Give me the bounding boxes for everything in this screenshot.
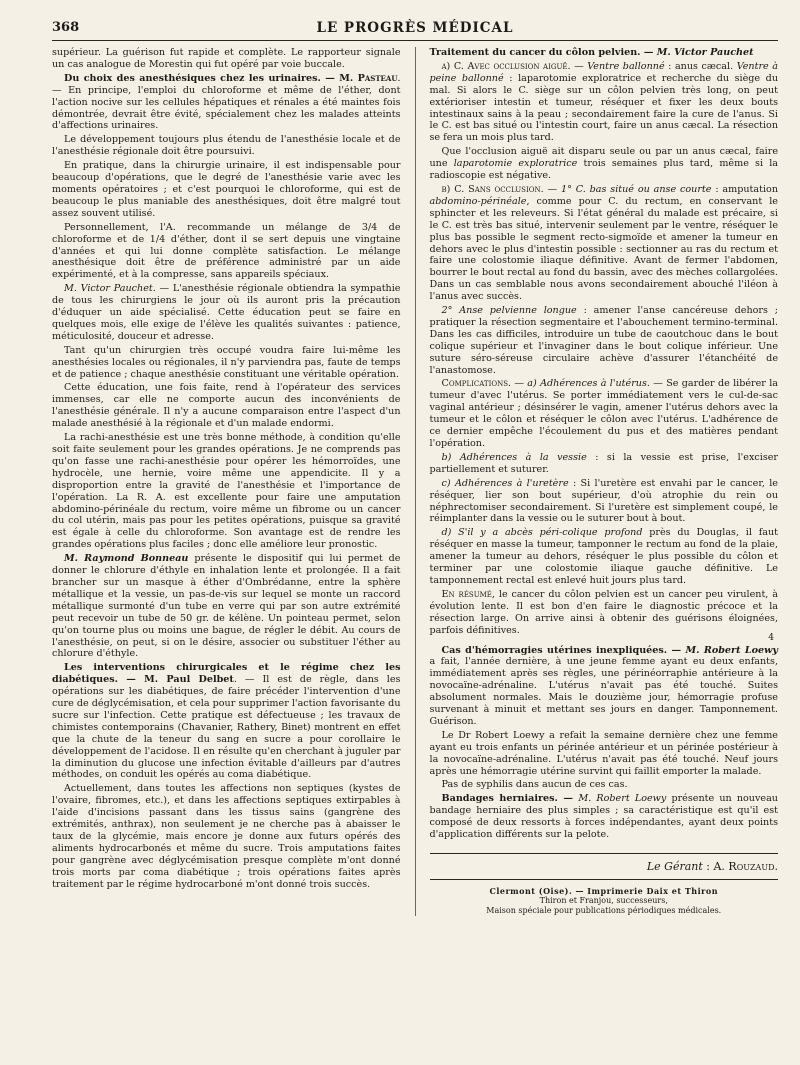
anesthesia-text: . — En principe, l'emploi du chloroforme et même de l'éther, dont l'action nocive sur les cellules hépatiques et rénales a été maintes fois démontrée, devrait être évité, spécialement chez les malades atteints d'affections urinaires. [52,72,401,132]
complications-d-paragraph [430,527,779,587]
colon-a-em2: Ventre à peine ballonné [429,60,778,84]
colon-a-em1: Ventre ballonné [587,60,665,72]
complications-d-t: près du Douglas, il faut réséquer en masse la tumeur, tamponner le rectum au fond de la plaie, amener la tumeur au dehors, réséquer le plus possible du côlon et terminer par une colostomie iliaque gauche définitive. Le tamponnement rectal est enlevé huit jours plus tard. [429,527,779,586]
bandage-paragraph [430,793,779,841]
complications-a-t: . — Se garder de libérer la tumeur d'avec l'utérus. Se porter immédiatement vers le cul-de-sac vaginal antérieur ; désinsérer le vagin, amener l'utérus dehors avec la tumeur et le côlon et réséquer le côlon avec l'utérus. L'adhérence de ce dernier empêche l'écoulement du pus et des matières pendant l'opération. [429,378,779,449]
complications-b-paragraph [430,452,779,476]
pauchet-paragraph-2: Tant qu'un chirurgien très occupé voudra faire lui-même les anesthésies locales ou régionales, il n'y parviendra pas, faute de temps et de patience ; chaque anesthésie constituant une véritable opération. [52,344,401,380]
footnote-row [430,632,779,645]
footnote-number: 4 [768,632,774,643]
printer-line-3: Maison spéciale pour publications périodiques médicales. [486,906,722,915]
hemorrhage-paragraph-3: Pas de syphilis dans aucun de ces cas. [441,779,628,791]
colon-b-paragraph [430,184,779,303]
anesthesia-paragraph-3: En pratique, dans la chirurgie urinaire, il est indispensable pour beaucoup d'opérations, que le degré de l'anesthésie varie avec les moments opératoires ; et c'est pourquoi le chloroforme, qui est de beaucoup le plus maniable des anesthésiques, doit être malgré tout assez souvent utilisé. [52,160,401,219]
journal-title: LE PROGRÈS MÉDICAL [316,20,514,36]
colon-b-t2: , comme pour C. du rectum, en conservant le sphincter et les releveurs. Si l'état général du malade est précaire, si le C. est très bas situé, intervenir seulement par le ventre, réséquer le plus bas possible le segment recto-sigmoïde et amener la tumeur en dehors avec le plus d'intestin possible : sectionner au ras du rectum et faire une colostomie iliaque définitive. Avant de fermer l'abdomen, bourrer le bout rectal au fond du bassin, avec des mèches collargolées. Dans un cas semblable nous avons secondairement abouché l'iléon à l'anus avec succès. [429,195,778,303]
colon-b-head: b) C. Sans occlusion. — [441,183,561,195]
anesthesia-paragraph-4: Personnellement, l'A. recommande un mélange de 3/4 de chloroforme et de 1/4 d'éther, dont il se sert depuis une vingtaine d'années et qui lui donne complète satisfaction. Le mélange anesthésique doit être de préférence administré par un aide expérimenté, et à la compresse, sans appareils spéciaux. [52,221,401,281]
complications-c-paragraph [430,478,779,526]
hemorrhage-title: Cas d'hémorragies utérines inexpliquées. — [441,644,686,656]
pauchet-paragraph [52,283,401,343]
diabetes-paragraph-2: Actuellement, dans toutes les affections non septiques (kystes de l'ovaire, fibromes, etc.), et dans les affections septiques extirpables à l'aide d'incisions passant dans les tissus sains (gangrène des extrémités, anthrax), non seulement je ne cherche pas à abaisser le taux de la glycémie, mais encore je donne aux futurs opérés des aliments hydrocarbonés et même du sucre. Trois amputations faites pour gangrène avec déglycémisation presque complète m'ont donné trois morts par coma diabétique ; trois opérations faites après traitement par le régime hydrocarboné m'ont donné trois succès. [52,783,401,890]
pauchet-text: . — L'anesthésie régionale obtiendra la sympathie de tous les chirurgiens le jour où ils auront pris la précaution d'éduquer un aide spécialisé. Cette éducation peut se faire en quelques mois, elle exige de l'élève les qualités suivantes : patience, méticulosité, douceur et adresse. [52,283,401,342]
bonneau-paragraph [52,553,401,660]
pauchet-author: M. Victor Pauchet [64,283,153,295]
complications-b-t: : si la vessie est prise, l'exciser partiellement et suturer. [429,451,779,475]
pauchet-paragraph-4: La rachi-anesthésie est une très bonne méthode, à condition qu'elle soit faite seulement pour les grandes opérations. Je ne comprends pas qu'on fasse une rachi-anesthésie pour opérer les hémorroïdes, une hydrocèle, une hernie, voire même une appendicite. Il y a disproportion entre la gravité de l'anesthésie et l'importance de l'opération. La R. A. est excellente pour faire une amputation abdomino-périnéale du rectum, voire même un fibrome ou un cancer du col utérin, mais pas pour les petites opérations, puisque sa gravité est égale à celle du chloroforme. Son avantage est de rendre les grandes opérations plus faciles ; donc elle améliore leur pronostic. [52,432,401,551]
anesthesia-paragraph [52,73,401,133]
bonneau-text: présente le dispositif qui lui permet de donner le chlorure d'éthyle en inhalation lente et prolongée. Il a fait brancher sur un masque à éther d'Ombrédanne, entre la sphère métallique et la vessie, un pas-de-vis sur lequel se monte un raccord métallique surmonté d'un tube en verre qui par son autre extrémité peut recevoir un tube de 50 gr. de kélène. Un pointeau permet, selon qu'on tourne plus ou moins une bague, de régler le débit. Au cours de l'anesthésie, on peut, si on le désire, associer ou substituer l'éther au chlorure d'éthyle. [52,553,401,660]
colon-b-em1: 1° C. bas situé ou anse courte [560,183,712,195]
gerant-name: : A. Rouzaud. [702,860,778,873]
colon-a-paragraph [430,61,779,144]
diabetes-paragraph [52,662,401,781]
running-head [52,18,778,41]
colon-heading [430,47,779,59]
colon-b2-paragraph [430,305,779,376]
right-column [430,47,779,916]
colon-a-t1: : anus cæcal. [664,60,737,72]
colon-a-p2em: laparotomie exploratrice [453,158,578,170]
hemorrhage-paragraph-2: Le Dr Robert Loewy a refait la semaine dernière chez une femme ayant eu trois enfants un périnée antérieur et un périnée postérieur à la novocaïne-adrénaline. L'utérus n'avait pas été touché. Neuf jours après une hémorragie utérine survint qui faillit emporter la malade. [429,729,778,777]
colon-a-p2b: trois semaines plus tard, même si la radioscopie est négative. [429,158,778,182]
resume-head: En résumé [441,588,492,600]
left-column [52,47,401,916]
colon-b-t1: : amputation [711,183,779,195]
anesthesia-title: Du choix des anesthésiques chez les urinaires. — [64,72,340,84]
colon-a-p2a: Que l'occlusion aiguë ait disparu seule ou par un anus cæcal, faire une [429,146,778,170]
page-number: 368 [52,20,80,35]
anesthesia-paragraph-2: Le développement toujours plus étendu de l'anesthésie locale et de l'anesthésie régionale doit être poursuivi. [52,134,401,158]
complications-head: Complications. — [441,378,528,390]
complications-a-em: a) Adhérences à l'utérus [527,378,647,390]
hemorrhage-paragraph [430,645,779,728]
colon-author: M. Victor Pauchet [656,47,754,58]
colon-title: Traitement du cancer du côlon pelvien. — [429,47,657,58]
gerant-signature [430,853,779,873]
printer-line-2: Thiron et Franjou, successeurs, [539,896,668,905]
columns [52,47,778,916]
resume-text: , le cancer du côlon pelvien est un cancer peu virulent, à évolution lente. Il est bon d'en faire le diagnostic précoce et la résection large. On arrive ainsi à obtenir des guérisons éloignées, parfois définitives. [429,588,778,636]
bonneau-author: M. Raymond Bonneau [64,553,189,565]
anesthesia-author: M. Pasteau [339,72,398,84]
complications-c-t: : Si l'uretère est envahi par le cancer, le réséquer, lier son bout supérieur, d'où atrophie du rein ou néphrectomiser secondairement. Si l'uretère est simplement coupé, le réimplanter dans la vessie ou le suturer bout à bout. [429,477,778,525]
colon-a-paragraph-2 [430,146,779,182]
diabetes-author: M. Paul Delbet [144,674,234,686]
column-rule [415,47,416,916]
gerant-label: Le Gérant [646,860,703,873]
complications-c-em: c) Adhérences à l'uretère [441,477,569,489]
pauchet-paragraph-3: Cette éducation, une fois faite, rend à l'opérateur des services immenses, car elle ne comporte aucun des inconvénients de l'anesthésie générale. Il n'y a aucune comparaison entre l'aspect d'un malade anesthésié à la régionale et d'un malade endormi. [52,382,401,430]
hemorrhage-author: M. Robert Loewy [685,644,778,656]
printer-line-1: Clermont (Oise). — Imprimerie Daix et Thiron [489,886,719,896]
printer-block [430,879,779,916]
diabetes-text: . — Il est de règle, dans les opérations sur les diabétiques, de faire précéder l'intervention d'une cure de déglycémisation, et cela pour supprimer l'action favorisante du sucre sur l'infection. Cette pratique est défectueuse ; les travaux de chimistes contemporains (Chavanier, Rathery, Binet) montrent en effet que la chute de la teneur du sang en sucre a pour corollaire le développement de l'acidose. Il en résulte qu'en cherchant à juguler par la diminution du glucose une infection évitable d'ailleurs par d'autres méthodes, on conduit les opérés au coma diabétique. [52,674,401,781]
intro-paragraph: supérieur. La guérison fut rapide et complète. Le rapporteur signale un cas analogue de Morestin qui fut opéré par voie buccale. [52,47,401,70]
colon-a-t2: : laparotomie exploratrice et recherche du siège du mal. Si alors le C. siège sur un côlon pelvien très long, on peut extérioriser intestin et tumeur, réséquer et fixer les deux bouts intestinaux sains à la peau ; secondairement faire la cure de l'anus. Si le C. est bas situé ou l'intestin court, faire un anus cæcal. La résection se fera un mois plus tard. [429,72,778,144]
bandage-author: M. Robert Loewy [578,793,667,805]
resume-paragraph [430,589,779,637]
complications-b-em: b) Adhérences à la vessie [441,451,587,463]
bandage-title: Bandages herniaires. — [441,793,579,805]
diabetes-title: Les interventions chirurgicales et le régime chez les diabétiques. — [52,662,401,686]
bandage-text: présente un nouveau bandage herniaire des plus simples ; sa caractéristique est qu'il est composé de deux ressorts à forces indépendantes, ayant deux points d'application différents sur la pelote. [429,793,778,841]
colon-b2-t: : amener l'anse cancéreuse dehors ; pratiquer la résection segmentaire et l'abouchement termino-terminal. Dans les cas difficiles, introduire un tube de caoutchouc dans le bout colique supérieur et l'invaginer dans le bout colique inférieur. Une suture séro-séreuse circulaire achève d'assurer l'étanchéité de l'anastomose. [429,305,778,376]
complications-paragraph [430,378,779,449]
hemorrhage-text: a fait, l'année dernière, à une jeune femme ayant eu deux enfants, immédiatement après ses règles, une périnéorraphie antérieure à la novocaïne-adrénaline. L'utérus n'avait pas été touché. Suites absolument normales. Mais le douzième jour, hémorragie profuse survenant à minuit et mettant ses jours en danger. Tamponnement. Guérison. [429,656,778,727]
complications-d-em: d) S'il y a abcès péri-colique profond [441,527,643,539]
colon-b2-em: 2° Anse pelvienne longue [441,305,577,317]
colon-b-em2: abdomino-périnéale [429,195,527,207]
colon-a-head: a) C. Avec occlusion aiguë. — [441,60,588,72]
